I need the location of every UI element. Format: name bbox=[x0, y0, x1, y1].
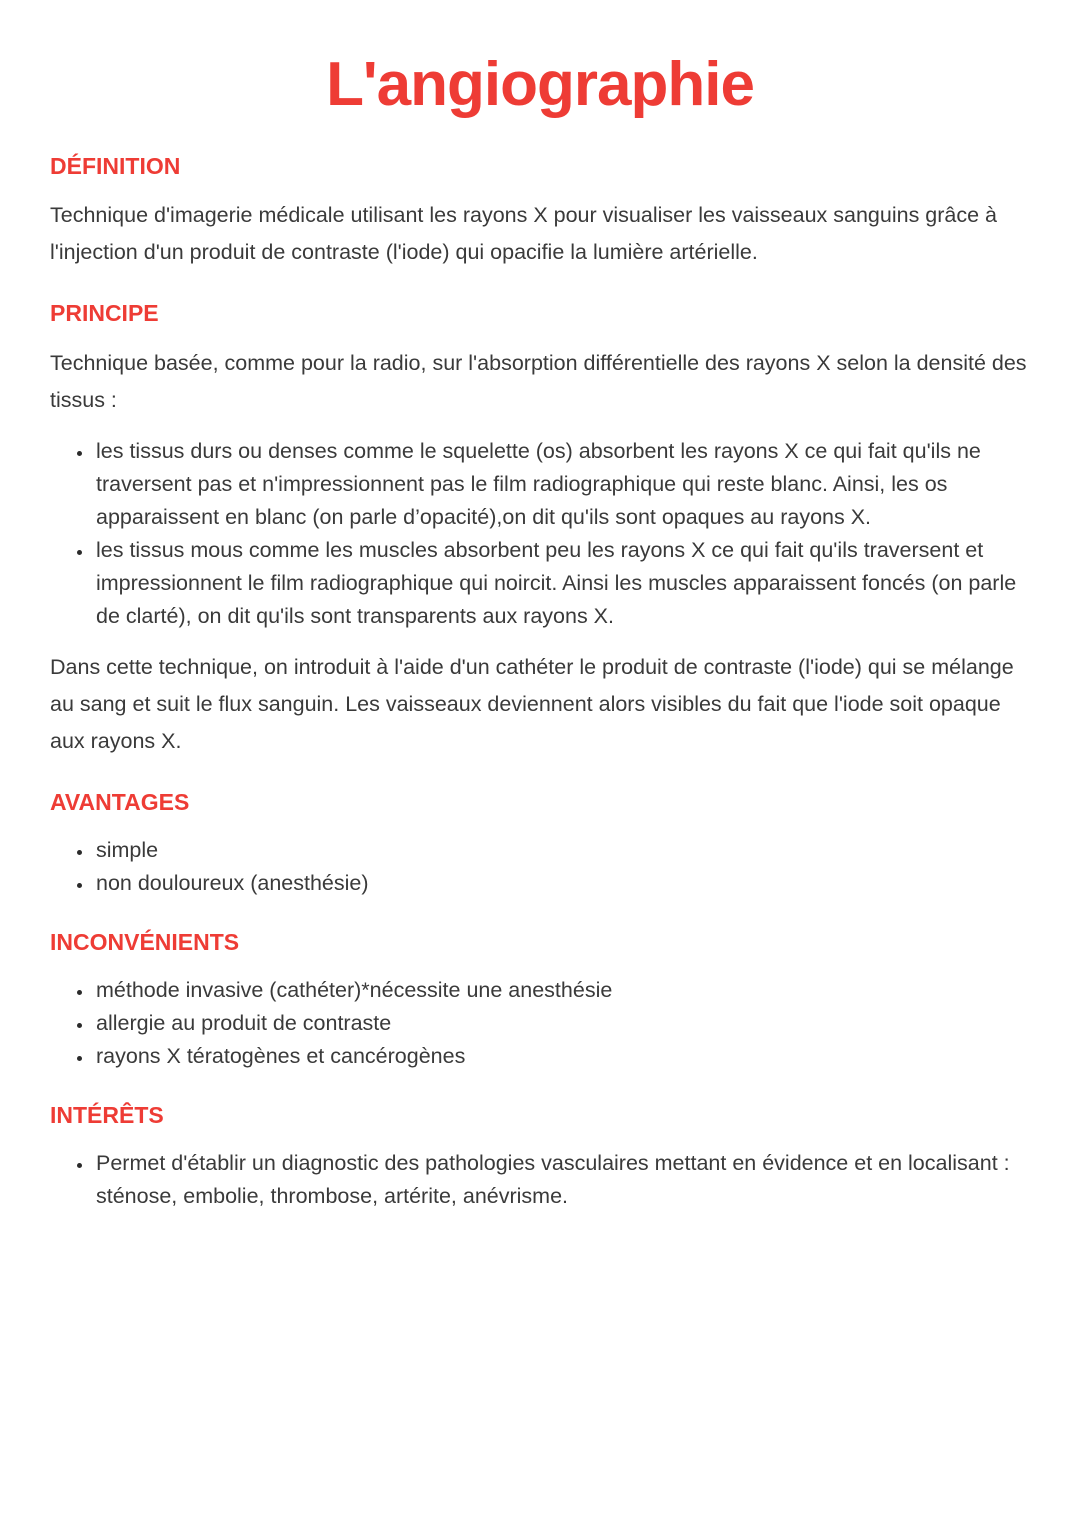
section-principe bbox=[50, 299, 1030, 760]
list-item-non-douloureux: • non douloureux (anesthésie) bbox=[94, 867, 1030, 900]
section-avantages bbox=[50, 788, 1030, 900]
tissus-bullet-list bbox=[50, 435, 1030, 633]
list-item-diagnostic: • Permet d'établir un diagnostic des pathologies vasculaires mettant en évidence et en localisant : sténose, embolie, thrombose, artérite, anévrisme. bbox=[94, 1147, 1030, 1213]
list-item-allergie: • allergie au produit de contraste bbox=[94, 1007, 1030, 1040]
list-item-rayons-teratogenes: • rayons X tératogènes et cancérogènes bbox=[94, 1040, 1030, 1073]
principe-intro-paragraph: Technique basée, comme pour la radio, sur l'absorption différentielle des rayons X selon la densité des tissus : bbox=[50, 351, 1027, 413]
list-item-tissus-durs: • les tissus durs ou denses comme le squelette (os) absorbent les rayons X ce qui fait qu'ils ne traversent pas et n'impressionnent pas le film radiographique qui reste blanc. Ainsi, les os apparaissent en blanc (on parle d’opacité),on dit qu'ils sont opaques au rayons X. bbox=[94, 435, 1030, 534]
list-item-simple: • simple bbox=[94, 834, 1030, 867]
section-interets bbox=[50, 1101, 1030, 1213]
section-definition bbox=[50, 152, 1030, 272]
page-title: L'angiographie bbox=[326, 50, 754, 119]
inconvenients-heading: INCONVÉNIENTS bbox=[50, 929, 240, 956]
interets-bullet-list bbox=[50, 1147, 1030, 1213]
definition-heading: DÉFINITION bbox=[50, 152, 181, 179]
inconvenients-bullet-list bbox=[50, 974, 1030, 1073]
avantages-heading: AVANTAGES bbox=[50, 789, 190, 816]
list-item-tissus-mous: • les tissus mous comme les muscles absorbent peu les rayons X ce qui fait qu'ils traversent et impressionnent le film radiographique qui noircit. Ainsi les muscles apparaissent foncés (on parle de clarté), on dit qu'ils sont transparents aux rayons X. bbox=[94, 534, 1030, 633]
avantages-bullet-list bbox=[50, 834, 1030, 900]
principe-heading: PRINCIPE bbox=[50, 300, 159, 327]
principe-outro-paragraph: Dans cette technique, on introduit à l'aide d'un cathéter le produit de contraste (l'iode) qui se mélange au sang et suit le flux sanguin. Les vaisseaux deviennent alors visibles du fait que l'iode soit opaque aux rayons X. bbox=[50, 655, 1014, 754]
list-item-methode-invasive: • méthode invasive (cathéter)*nécessite une anesthésie bbox=[94, 974, 1030, 1007]
section-inconvenients bbox=[50, 928, 1030, 1073]
interets-heading: INTÉRÊTS bbox=[50, 1102, 164, 1129]
definition-paragraph: Technique d'imagerie médicale utilisant les rayons X pour visualiser les vaisseaux sanguins grâce à l'injection d'un produit de contraste (l'iode) qui opacifie la lumière artérielle. bbox=[50, 203, 998, 265]
